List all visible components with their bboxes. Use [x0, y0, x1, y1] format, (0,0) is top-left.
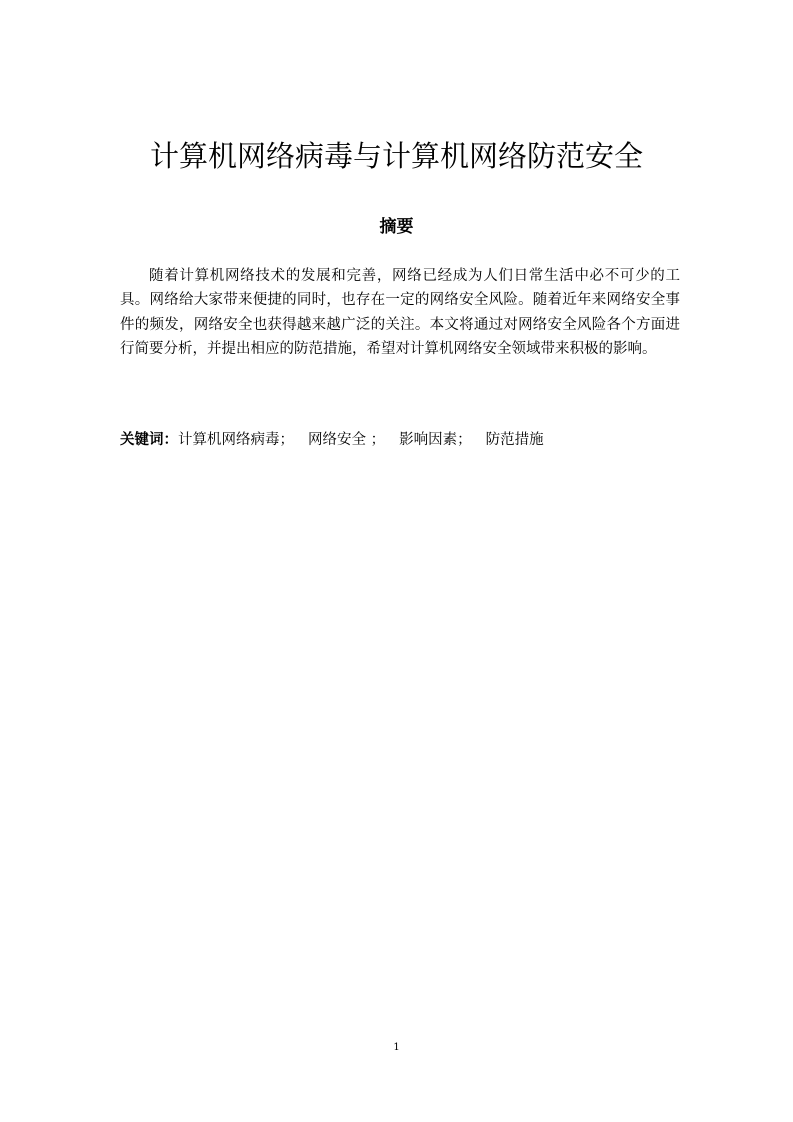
abstract-body: 随着计算机网络技术的发展和完善，网络已经成为人们日常生活中必不可少的工具。网络给大家带来便捷的同时，也存在一定的网络安全风险。随着近年来网络安全事件的频发，网络安全也获得越来越广泛的关注。本文将通过对网络安全风险各个方面进行简要分析，并提出相应的防范措施，希望对计算机网络安全领域带来积极的影响。	[120, 268, 680, 358]
keyword-item: 计算机网络病毒；	[178, 432, 294, 448]
document-title: 计算机网络病毒与计算机网络防范安全	[149, 139, 643, 173]
page-number: 1	[393, 1042, 400, 1053]
keyword-item: 影响因素；	[399, 432, 472, 448]
keywords-line	[120, 428, 680, 452]
keyword-item: 防范措施	[485, 432, 544, 448]
keyword-item: 网络安全 ；	[308, 432, 386, 448]
abstract-heading: 摘要	[379, 217, 414, 237]
keywords-label: 关键词：	[120, 432, 178, 448]
